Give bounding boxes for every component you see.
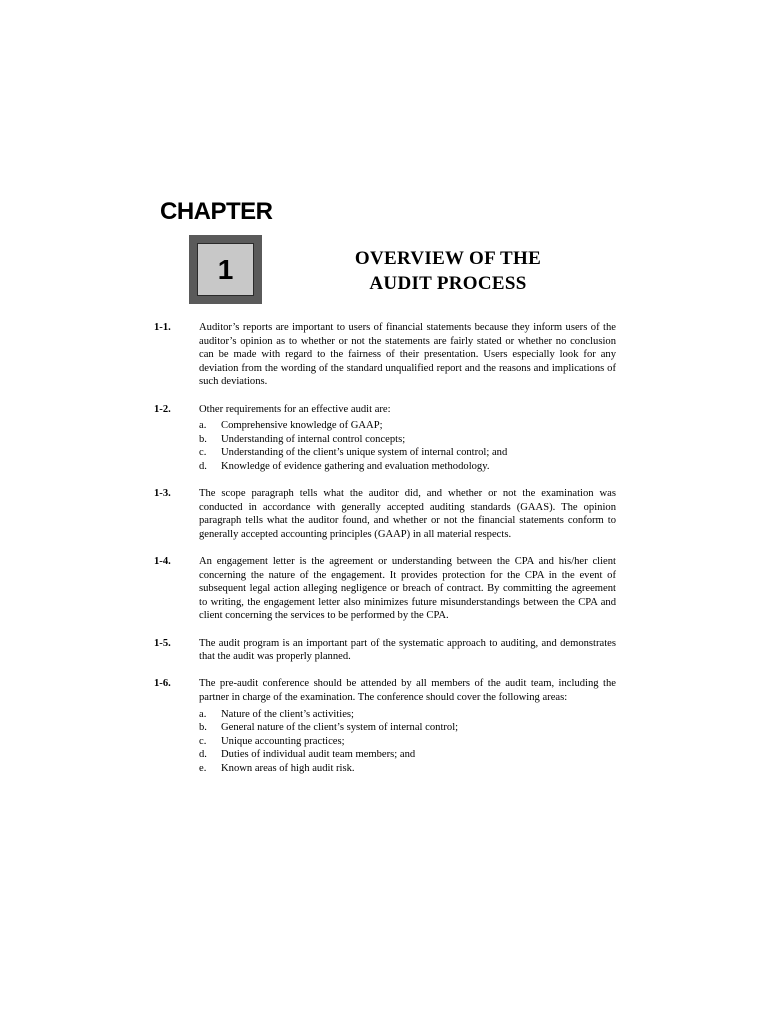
question-item	[154, 487, 616, 541]
sub-text: Known areas of high audit risk.	[221, 763, 355, 774]
chapter-number-box	[189, 235, 262, 304]
sub-letter: b.	[199, 433, 207, 445]
sub-text: Nature of the client’s activities;	[221, 708, 354, 720]
chapter-title	[330, 246, 566, 296]
chapter-label: CHAPTER	[160, 198, 273, 225]
sub-text: General nature of the client’s system of internal control;	[221, 722, 459, 734]
sub-list-item	[199, 735, 616, 749]
sub-letter: d.	[199, 460, 207, 472]
item-text: The audit program is an important part of the systematic approach to auditing, and demonstrates that the audit was properly planned.	[199, 637, 616, 663]
question-item	[154, 555, 616, 623]
chapter-title-line-2: AUDIT PROCESS	[369, 273, 527, 294]
sub-text: Comprehensive knowledge of GAAP;	[221, 420, 383, 432]
item-number: 1-5.	[154, 637, 171, 649]
chapter-title-line-1: OVERVIEW OF THE	[354, 248, 542, 269]
question-list	[154, 321, 616, 789]
sub-list	[199, 708, 616, 776]
sub-list-item	[199, 419, 616, 433]
item-text: The pre-audit conference should be attended by all members of the audit team, including the partner in charge of the examination. The conference should cover the following areas:	[199, 678, 616, 704]
sub-letter: c.	[199, 447, 207, 459]
sub-letter: a.	[199, 420, 207, 432]
sub-text: Unique accounting practices;	[221, 735, 345, 747]
item-number: 1-4.	[154, 556, 171, 568]
sub-letter: a.	[199, 708, 207, 720]
sub-list-item	[199, 721, 616, 735]
item-text: The scope paragraph tells what the auditor did, and whether or not the examination was conducted in accordance with generally accepted auditing standards (GAAS). The opinion paragraph tells what the auditor found, and whether or not the financial statements conform to generally accepted accounting principles (GAAP) in all material respects.	[199, 488, 616, 540]
sub-text: Understanding of internal control concepts;	[221, 433, 406, 445]
sub-list	[199, 419, 616, 473]
item-number: 1-6.	[154, 678, 171, 690]
sub-letter: b.	[199, 722, 207, 734]
sub-letter: d.	[199, 749, 207, 761]
sub-text: Duties of individual audit team members; and	[221, 749, 416, 761]
item-text: Auditor’s reports are important to users of financial statements because they inform users of the auditor’s opinion as to whether or not the statements are fairly stated or whether no conclusion can be made with regard to the fairness of their presentation. Users especially look for any deviation from the wording of the standard unqualified report and the reasons and implications of such deviations.	[199, 322, 616, 388]
sub-list-item	[199, 460, 616, 474]
sub-list-item	[199, 762, 616, 776]
item-text: An engagement letter is the agreement or understanding between the CPA and his/her client concerning the nature of the engagement. It provides protection for the CPA in the event of subsequent legal action alleging negligence or breach of contract. By committing the agreement to writing, the engagement letter also minimizes future misunderstandings between the CPA and client concerning the services to be performed by the CPA.	[199, 556, 616, 622]
sub-letter: c.	[199, 735, 207, 747]
sub-text: Knowledge of evidence gathering and evaluation methodology.	[221, 460, 490, 472]
chapter-number: 1	[197, 243, 254, 296]
item-text: Other requirements for an effective audit are:	[199, 403, 391, 415]
sub-list-item	[199, 748, 616, 762]
item-number: 1-2.	[154, 403, 171, 415]
sub-text: Understanding of the client’s unique system of internal control; and	[221, 447, 508, 459]
sub-list-item	[199, 433, 616, 447]
question-item	[154, 321, 616, 389]
item-number: 1-3.	[154, 488, 171, 500]
question-item	[154, 637, 616, 664]
question-item	[154, 403, 616, 474]
sub-list-item	[199, 446, 616, 460]
sub-list-item	[199, 708, 616, 722]
sub-letter: e.	[199, 763, 207, 774]
item-number: 1-1.	[154, 322, 171, 333]
question-item	[154, 677, 616, 775]
